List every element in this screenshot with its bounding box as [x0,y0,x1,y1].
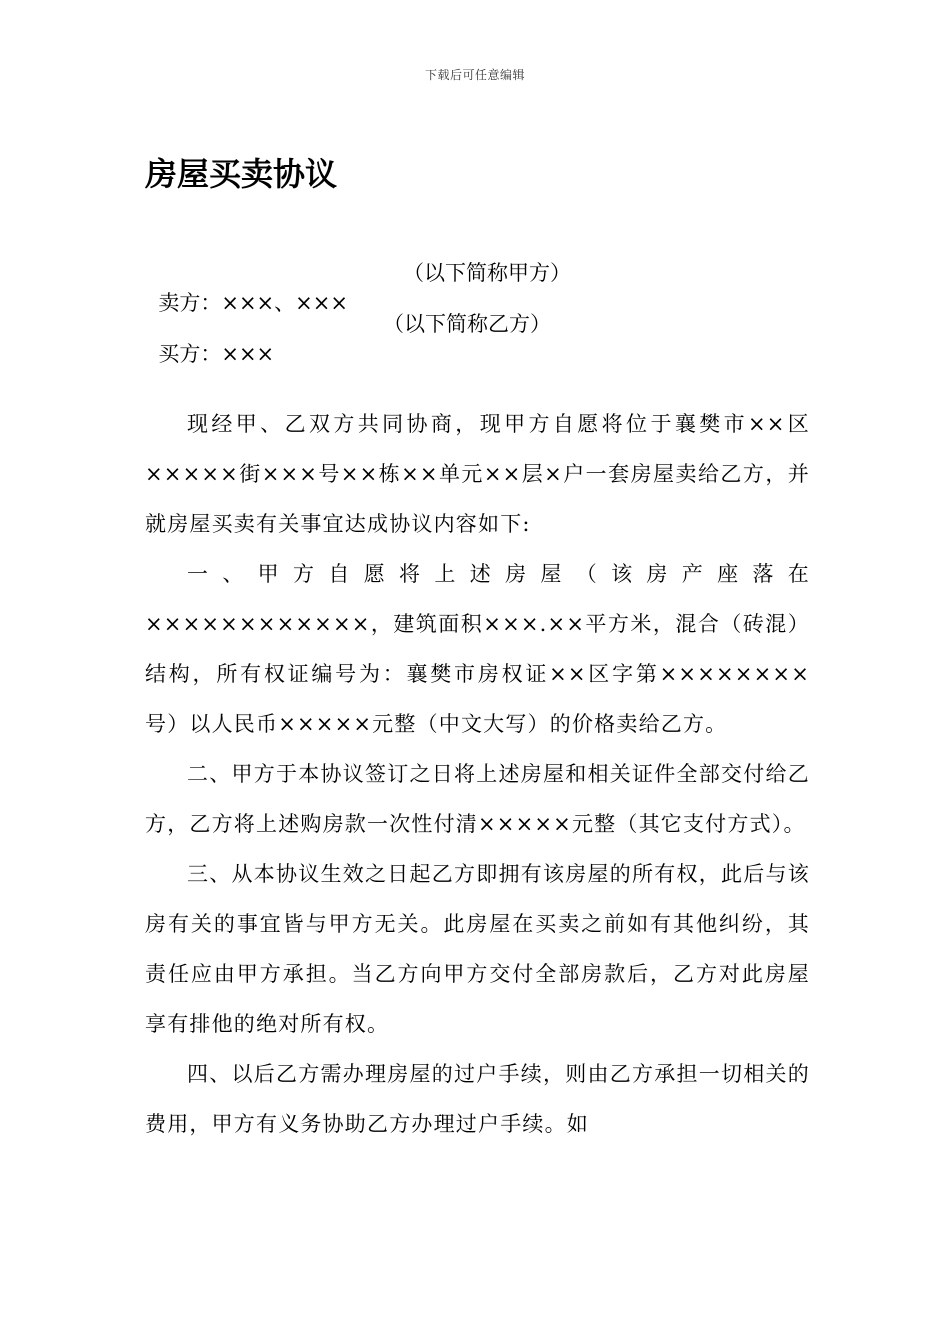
buyer-note: （以下简称乙方） [383,312,551,336]
buyer-line [145,309,551,399]
paragraph-clause-3: 三、从本协议生效之日起乙方即拥有该房屋的所有权，此后与该房有关的事宜皆与甲方无关。此房屋在买卖之前如有其他纠纷，其责任应由甲方承担。当乙方向甲方交付全部房款后，乙方对此房屋享有排他的绝对所有权。 [145,862,810,1036]
paragraph-clause-2: 二、甲方于本协议签订之日将上述房屋和相关证件全部交付给乙方，乙方将上述购房款一次性付清×××××元整（其它支付方式）。 [145,762,810,836]
seller-note: （以下简称甲方） [403,261,571,285]
header-note: 下载后可任意编辑 [424,68,525,82]
buyer-label: 买方：××× [158,342,275,366]
paragraph-clause-4: 四、以后乙方需办理房屋的过户手续，则由乙方承担一切相关的费用，甲方有义务协助乙方办理过户手续。如 [145,1062,810,1136]
paragraph-intro: 现经甲、乙双方共同协商，现甲方自愿将位于襄樊市××区×××××街×××号××栋××单元××层×户一套房屋卖给乙方，并就房屋买卖有关事宜达成协议内容如下: [145,412,810,536]
seller-label: 卖方：×××、××× [158,291,348,315]
agreement-body [145,399,810,1149]
paragraph-clause-1: 一、甲方自愿将上述房屋（该房产座落在××××××××××××，建筑面积×××.××平方米，混合（砖混）结构，所有权证编号为：襄樊市房权证××区字第××××××××号）以人民币×××××元整（中文大写）的价格卖给乙方。 [145,562,810,736]
document-title: 房屋买卖协议 [145,155,338,193]
